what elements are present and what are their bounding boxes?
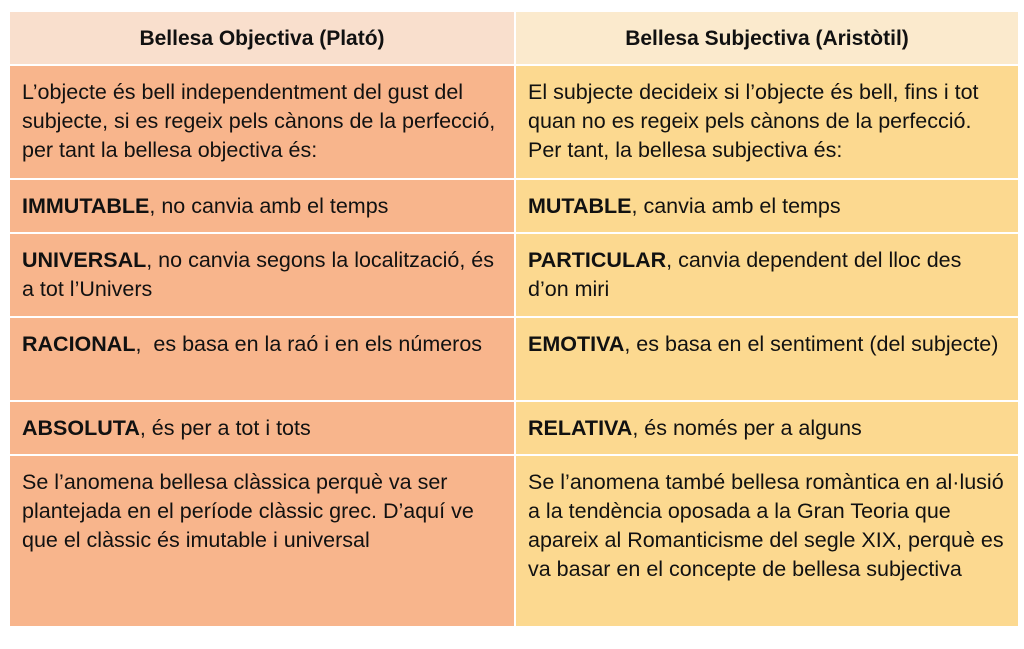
header-subjective-beauty: Bellesa Subjectiva (Aristòtil) — [515, 11, 1019, 65]
header-objective-beauty: Bellesa Objectiva (Plató) — [9, 11, 515, 65]
cell-objective-definition — [9, 65, 515, 179]
table-row — [9, 317, 1019, 401]
cell-text: , canvia dependent del lloc des d’on miri — [528, 248, 962, 301]
table-row — [9, 233, 1019, 317]
cell-keyword: IMMUTABLE — [22, 194, 150, 218]
cell-universal — [9, 233, 515, 317]
cell-emotiva — [515, 317, 1019, 401]
cell-classical-beauty — [9, 455, 515, 627]
cell-absoluta — [9, 401, 515, 455]
cell-text: El subjecte decideix si l’objecte és bell, fins i tot quan no es regeix pels cànons de la perfecció. Per tant, la bellesa subjectiva és: — [528, 80, 979, 162]
cell-particular — [515, 233, 1019, 317]
cell-text: , és per a tot i tots — [139, 416, 311, 440]
cell-racional — [9, 317, 515, 401]
table-row — [9, 455, 1019, 627]
cell-keyword: RELATIVA — [528, 416, 633, 440]
table-header-row — [9, 11, 1019, 65]
cell-keyword: EMOTIVA — [528, 332, 625, 356]
cell-keyword: UNIVERSAL — [22, 248, 147, 272]
cell-keyword: MUTABLE — [528, 194, 632, 218]
cell-text: , no canvia segons la localització, és a tot l’Univers — [22, 248, 495, 301]
cell-keyword: PARTICULAR — [528, 248, 667, 272]
table-row — [9, 65, 1019, 179]
cell-text: , no canvia amb el temps — [149, 194, 389, 218]
table-row — [9, 401, 1019, 455]
cell-text: Se l’anomena bellesa clàssica perquè va ser plantejada en el període clàssic grec. D’aquí ve que el clàssic és imutable i universal — [22, 470, 474, 552]
cell-text: , canvia amb el temps — [631, 194, 841, 218]
cell-text: L’objecte és bell independentment del gust del subjecte, si es regeix pels cànons de la perfecció, per tant la bellesa objectiva és: — [22, 80, 496, 162]
cell-keyword: RACIONAL — [22, 332, 136, 356]
cell-immutable — [9, 179, 515, 233]
cell-text: Se l’anomena també bellesa romàntica en al·lusió a la tendència oposada a la Gran Teoria que apareix al Romanticisme del segle XIX, perquè es va basar en el concepte de bellesa subjectiva — [528, 470, 1004, 581]
cell-mutable — [515, 179, 1019, 233]
cell-relativa — [515, 401, 1019, 455]
cell-keyword: ABSOLUTA — [22, 416, 140, 440]
cell-romantic-beauty — [515, 455, 1019, 627]
comparison-table — [8, 10, 1020, 628]
cell-text: , es basa en la raó i en els números — [135, 332, 483, 356]
cell-subjective-definition — [515, 65, 1019, 179]
cell-text: , es basa en el sentiment (del subjecte) — [624, 332, 999, 356]
table-row — [9, 179, 1019, 233]
cell-text: , és només per a alguns — [632, 416, 862, 440]
